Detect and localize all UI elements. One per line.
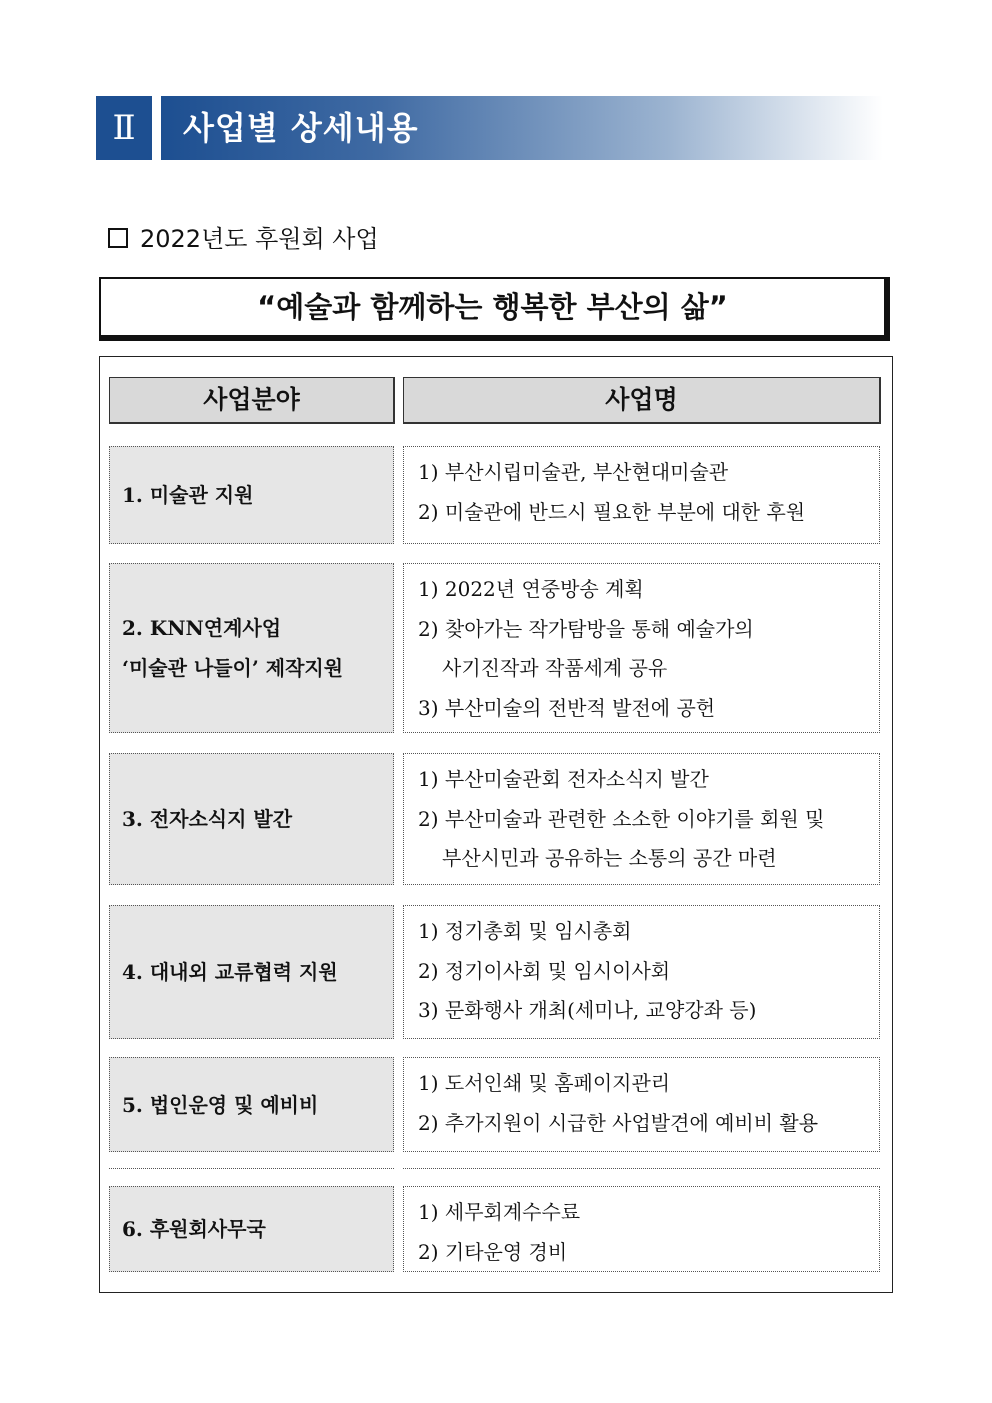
category-text: 6. 후원회사무국 [122,1217,266,1241]
category-text: 1. 미술관 지원 [122,483,254,507]
detail-cell [403,1186,880,1272]
detail-line: 2) 부산미술과 관련한 소소한 이야기를 회원 및 [418,806,825,831]
detail-line: 3) 문화행사 개최(세미나, 교양강좌 등) [418,998,757,1022]
detail-cell [403,446,880,544]
detail-line: 2) 기타운영 경비 [418,1239,568,1264]
category-cell [109,905,394,1039]
category-text: 5. 법인운영 및 예비비 [122,1092,319,1117]
category-text: 2. KNN연계사업 [122,616,282,640]
checkbox-square-icon [108,228,128,248]
category-cell [109,563,394,733]
subheading [108,222,379,256]
category-cell [109,446,394,544]
detail-cell [403,563,880,733]
category-text: 4. 대내외 교류협력 지원 [122,960,338,984]
header-category: 사업분야 [109,377,395,424]
detail-line: 부산시민과 공유하는 소통의 공간 마련 [442,846,777,870]
detail-cell [403,753,880,885]
category-cell [109,1057,394,1152]
detail-line: 2) 찾아가는 작가탐방을 통해 예술가의 [418,616,754,641]
detail-line: 1) 세무회계수수료 [418,1200,581,1224]
detail-line: 3) 부산미술의 전반적 발전에 공헌 [418,695,716,720]
detail-line: 2) 추가지원이 시급한 사업발견에 예비비 활용 [418,1110,819,1135]
section-title-bar [161,96,883,160]
detail-line: 1) 도서인쇄 및 홈페이지관리 [418,1071,671,1095]
detail-line: 1) 2022년 연중방송 계획 [418,577,644,601]
slogan-box: “예술과 함께하는 행복한 부산의 삶” [99,277,890,341]
section-title: 사업별 상세내용 [183,109,419,147]
detail-line: 2) 정기이사회 및 임시이사회 [418,958,671,983]
category-cell [109,753,394,885]
section-number: Ⅱ [96,96,152,160]
detail-cell [403,905,880,1039]
detail-line: 2) 미술관에 반드시 필요한 부분에 대한 후원 [418,499,806,524]
detail-line: 1) 부산미술관회 전자소식지 발간 [418,767,709,791]
detail-cell [403,1057,880,1152]
category-text: ‘미술관 나들이’ 제작지원 [122,656,344,680]
row-separator [403,1168,880,1169]
detail-line: 1) 부산시립미술관, 부산현대미술관 [418,460,729,484]
category-cell [109,1186,394,1272]
detail-line: 사기진작과 작품세계 공유 [442,656,668,680]
row-separator [109,1168,394,1169]
header-business-name: 사업명 [403,377,881,424]
detail-line: 1) 정기총회 및 임시총회 [418,919,632,943]
subheading-text: 2022년도 후원회 사업 [140,225,379,253]
category-text: 3. 전자소식지 발간 [122,807,293,831]
